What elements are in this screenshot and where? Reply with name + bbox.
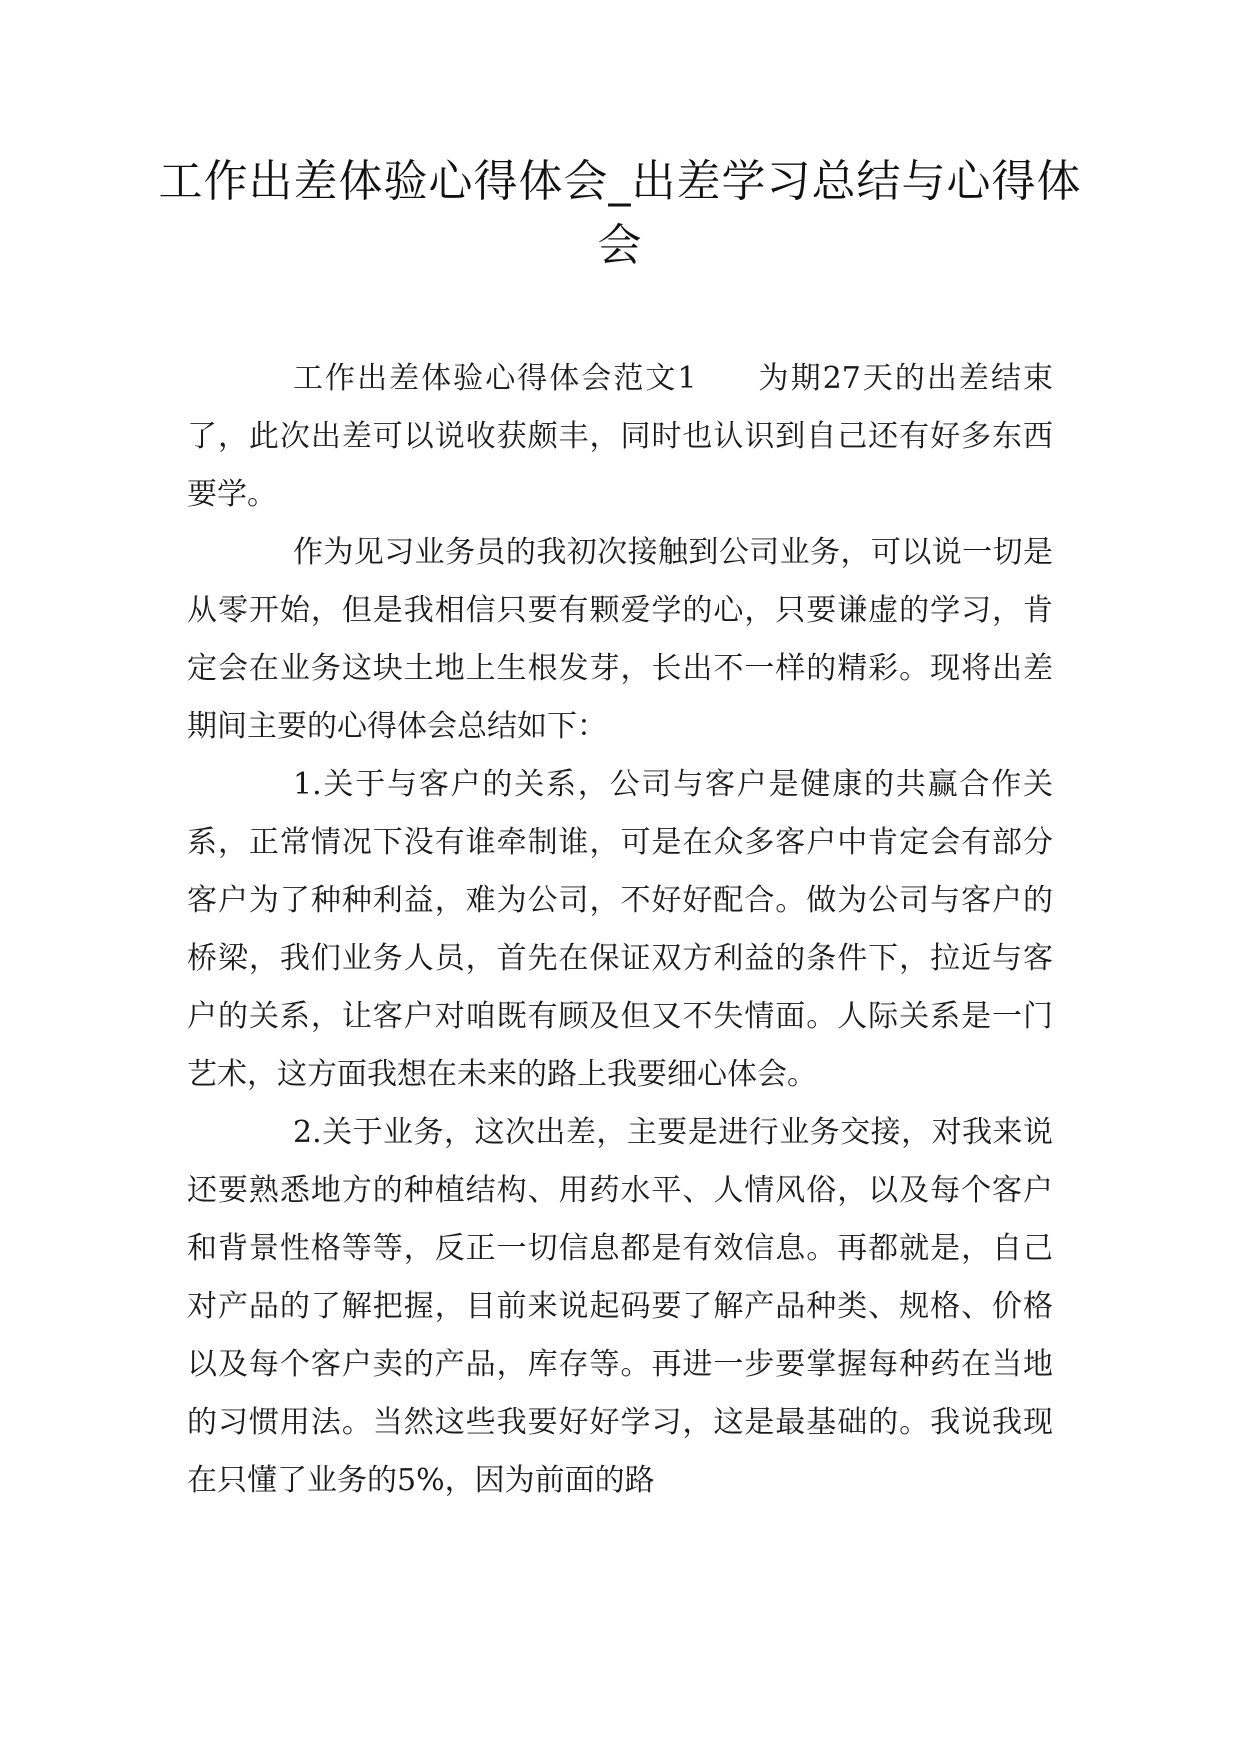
paragraph-1-text: 为期27天的出差结束了，此次出差可以说收获颇丰，同时也认识到自己还有好多东西要学。 [187,361,1053,512]
paragraph-2: 作为见习业务员的我初次接触到公司业务，可以说一切是从零开始，但是我相信只要有颗爱学的心，只要谦虚的学习，肯定会在业务这块土地上生根发芽，长出不一样的精彩。现将出差期间主要的心得体会总结如下： [187,535,1053,744]
paragraph-3: 1.关于与客户的关系，公司与客户是健康的共赢合作关系，正常情况下没有谁牵制谁，可是在众多客户中肯定会有部分客户为了种种利益，难为公司，不好好配合。做为公司与客户的桥梁，我们业务人员，首先在保证双方利益的条件下，拉近与客户的关系，让客户对咱既有顾及但又不失情面。人际关系是一门艺术，这方面我想在未来的路上我要细心体会。 [187,767,1053,1092]
paragraph-4: 2.关于业务，这次出差，主要是进行业务交接，对我来说还要熟悉地方的种植结构、用药水平、人情风俗，以及每个客户和背景性格等等，反正一切信息都是有效信息。再都就是，自己对产品的了解把握，目前来说起码要了解产品种类、规格、价格以及每个客户卖的产品，库存等。再进一步要掌握每种药在当地的习惯用法。当然这些我要好好学习，这是最基础的。我说我现在只懂了业务的5%，因为前面的路 [187,1115,1053,1498]
document-title: 工作出差体验心得体会_出差学习总结与心得体会 [158,156,1082,271]
paragraph-1 [187,350,1053,524]
paragraph-1-lead: 工作出差体验心得体会范文1 [293,361,697,396]
document-body [187,350,1053,1510]
